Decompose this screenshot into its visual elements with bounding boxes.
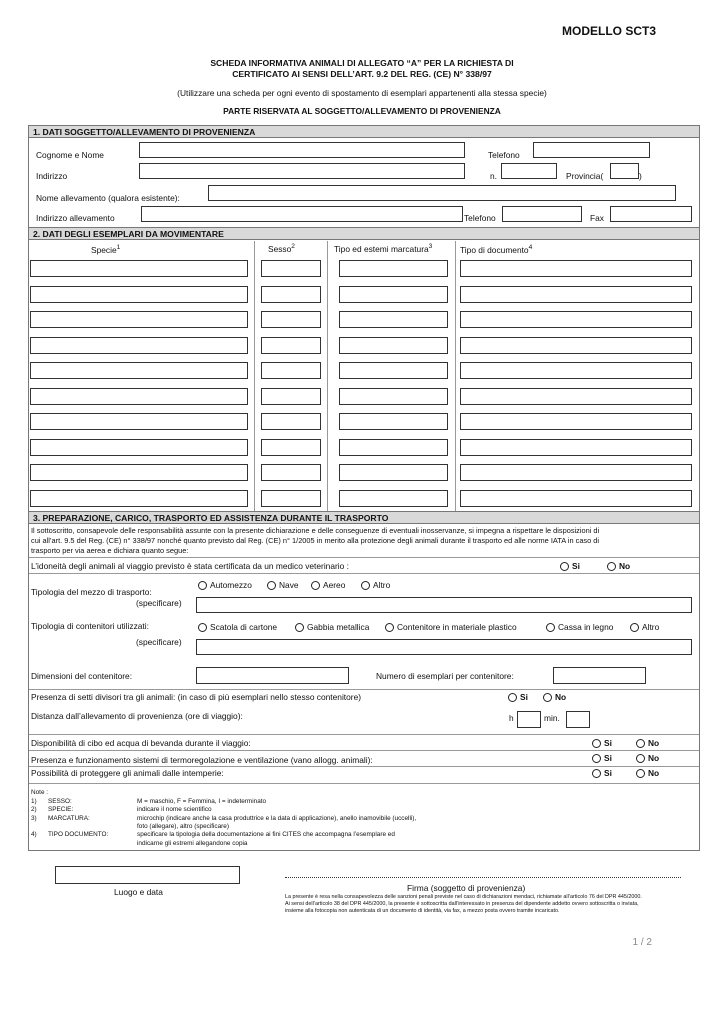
- radio-icon: [630, 623, 639, 632]
- row-6-sesso-field[interactable]: [261, 388, 321, 405]
- row-6-specie-field[interactable]: [30, 388, 248, 405]
- label-intemperie: Possibilità di proteggere gli animali dalle intemperie:: [31, 768, 224, 778]
- row-10-documento-field[interactable]: [460, 490, 692, 507]
- col-divider-1: [254, 241, 255, 511]
- label-telefono: Telefono: [488, 150, 520, 160]
- row-8-marcatura-field[interactable]: [339, 439, 448, 456]
- row-2-documento-field[interactable]: [460, 286, 692, 303]
- contenitori-option-label: Cassa in legno: [558, 622, 614, 632]
- row-9-sesso-field[interactable]: [261, 464, 321, 481]
- row-9-marcatura-field[interactable]: [339, 464, 448, 481]
- row-3-sesso-field[interactable]: [261, 311, 321, 328]
- radio-icon: [546, 623, 555, 632]
- row-8-documento-field[interactable]: [460, 439, 692, 456]
- telefono-allevamento-field[interactable]: [502, 206, 582, 222]
- radio-icon: [385, 623, 394, 632]
- label-distanza: Distanza dall’allevamento di provenienza (ore di viaggio):: [31, 711, 243, 721]
- row-3-documento-field[interactable]: [460, 311, 692, 328]
- idoneita-si[interactable]: Si: [560, 561, 580, 571]
- row-6-documento-field[interactable]: [460, 388, 692, 405]
- provincia-field[interactable]: [610, 163, 639, 179]
- divider: [29, 573, 699, 574]
- contenitori-option-3[interactable]: [385, 622, 517, 632]
- part-title: PARTE RISERVATA AL SOGGETTO/ALLEVAMENTO DI PROVENIENZA: [223, 106, 501, 116]
- minuti-field[interactable]: [566, 711, 590, 728]
- radio-icon: [592, 739, 601, 748]
- numero-esemplari-field[interactable]: [553, 667, 646, 684]
- label-tipologia-mezzo: Tipologia del mezzo di trasporto:: [31, 587, 152, 597]
- fax-field[interactable]: [610, 206, 692, 222]
- col-divider-3: [455, 241, 456, 511]
- row-1-documento-field[interactable]: [460, 260, 692, 277]
- cibo-si[interactable]: Si: [592, 738, 612, 748]
- divider: [29, 734, 699, 735]
- radio-icon: [543, 693, 552, 702]
- row-9-specie-field[interactable]: [30, 464, 248, 481]
- note-num: 3): [31, 814, 37, 822]
- radio-icon: [198, 623, 207, 632]
- model-code: MODELLO SCT3: [561, 24, 656, 38]
- label-provincia: Provincia(: [566, 171, 604, 181]
- contenitori-option-label: Altro: [642, 622, 660, 632]
- row-7-specie-field[interactable]: [30, 413, 248, 430]
- section1-title: 1. DATI SOGGETTO/ALLEVAMENTO DI PROVENIENZA: [29, 125, 699, 138]
- row-6-marcatura-field[interactable]: [339, 388, 448, 405]
- provincia-close: ): [639, 171, 642, 181]
- nome-allevamento-field[interactable]: [208, 185, 676, 201]
- note-num: 4): [31, 831, 37, 839]
- label-firma: Firma (soggetto di provenienza): [407, 883, 526, 893]
- note-text: microchip (indicare anche la casa produttrice e la data di applicazione), anello inamovibile (uccelli),: [137, 814, 417, 822]
- section3-title: 3. PREPARAZIONE, CARICO, TRASPORTO ED ASSISTENZA DURANTE IL TRASPORTO: [29, 511, 699, 524]
- row-4-marcatura-field[interactable]: [339, 337, 448, 354]
- divider: [29, 557, 699, 558]
- luogo-data-field[interactable]: [55, 866, 240, 884]
- col-sesso: Sesso$^2$: [268, 243, 295, 254]
- radio-icon: [636, 754, 645, 763]
- label-numero: n.: [490, 171, 497, 181]
- dimensioni-field[interactable]: [196, 667, 349, 684]
- contenitori-option-1[interactable]: [198, 622, 277, 632]
- row-9-documento-field[interactable]: [460, 464, 692, 481]
- intro-line1: Il sottoscritto, consapevole delle responsabilità assunte con la presente dichiarazione e delle conseguenze di eventuali inosservanze, si impegna a rispettare le disposizioni di: [31, 526, 600, 535]
- contenitori-option-2[interactable]: [295, 622, 369, 632]
- label-indirizzo-allevamento: Indirizzo allevamento: [36, 213, 115, 223]
- row-7-documento-field[interactable]: [460, 413, 692, 430]
- divider: [29, 783, 699, 784]
- mezzo-option-2[interactable]: [267, 580, 299, 590]
- radio-icon: [560, 562, 569, 571]
- mezzo-option-label: Aereo: [323, 580, 346, 590]
- mezzo-option-label: Automezzo: [210, 580, 252, 590]
- contenitori-option-5[interactable]: [630, 622, 659, 632]
- form-instruction: (Utilizzare una scheda per ogni evento di spostamento di esemplari appartenenti alla stessa specie): [177, 88, 547, 98]
- label-ore: h: [509, 713, 514, 723]
- mezzo-option-4[interactable]: [361, 580, 390, 590]
- signature-line[interactable]: [285, 877, 681, 878]
- setti-si[interactable]: Si: [508, 692, 528, 702]
- row-5-sesso-field[interactable]: [261, 362, 321, 379]
- row-2-specie-field[interactable]: [30, 286, 248, 303]
- row-3-marcatura-field[interactable]: [339, 311, 448, 328]
- col-marcatura: Tipo ed estemi marcatura$^3$: [334, 243, 433, 254]
- contenitori-option-label: Contenitore in materiale plastico: [397, 622, 517, 632]
- indirizzo-allevamento-field[interactable]: [141, 206, 463, 222]
- label-indirizzo: Indirizzo: [36, 171, 68, 181]
- label-fax: Fax: [590, 213, 604, 223]
- col-divider-2: [327, 241, 328, 511]
- cognome-nome-field[interactable]: [139, 142, 465, 158]
- intemperie-no[interactable]: No: [636, 768, 659, 778]
- radio-icon: [592, 769, 601, 778]
- idoneita-no[interactable]: No: [607, 561, 630, 571]
- label-specificare-contenitori: (specificare): [136, 637, 182, 647]
- row-2-marcatura-field[interactable]: [339, 286, 448, 303]
- label-cognome-nome: Cognome e Nome: [36, 150, 104, 160]
- contenitori-option-label: Scatola di cartone: [210, 622, 278, 632]
- row-2-sesso-field[interactable]: [261, 286, 321, 303]
- radio-icon: [607, 562, 616, 571]
- radio-icon: [295, 623, 304, 632]
- label-tipologia-contenitori: Tipologia di contenitori utilizzati:: [31, 621, 149, 631]
- divider: [29, 689, 699, 690]
- label-cibo: Disponibilità di cibo ed acqua di bevanda durante il viaggio:: [31, 738, 251, 748]
- form-title-line1: SCHEDA INFORMATIVA ANIMALI DI ALLEGATO “A” PER LA RICHIESTA DI: [210, 58, 514, 68]
- row-3-specie-field[interactable]: [30, 311, 248, 328]
- disclaimer-line1: La presente è resa nella consapevolezza delle sanzioni penali previste nel caso di dichiarazioni mendaci, richiamate all’articolo 76 del DPR 445/2000.: [285, 894, 642, 900]
- label-idoneita: L’idoneità degli animali al viaggio previsto è stata certificata da un medico veterinario :: [31, 561, 349, 571]
- label-luogo-data: Luogo e data: [114, 887, 163, 897]
- row-8-specie-field[interactable]: [30, 439, 248, 456]
- disclaimer-line3: insieme alla fotocopia non autenticata di un documento di identità, via fax, a mezzo posta ovvero tramite incaricato.: [285, 908, 560, 914]
- mezzo-option-3[interactable]: [311, 580, 345, 590]
- mezzo-option-label: Nave: [279, 580, 299, 590]
- mezzo-option-label: Altro: [373, 580, 391, 590]
- contenitori-option-4[interactable]: [546, 622, 613, 632]
- label-dimensioni: Dimensioni del contenitore:: [31, 671, 133, 681]
- note-text: foto (allegare), altro (specificare): [137, 822, 229, 830]
- label-specificare-mezzo: (specificare): [136, 598, 182, 608]
- row-7-sesso-field[interactable]: [261, 413, 321, 430]
- radio-icon: [361, 581, 370, 590]
- contenitori-option-label: Gabbia metallica: [307, 622, 370, 632]
- row-1-sesso-field[interactable]: [261, 260, 321, 277]
- intro-line2: cui all’art. 9.5 del Reg. (CE) n° 338/97 nonché quanto previsto dal Reg. (CE) n° 1/2005 in merito alla protezione degli animali durante il trasporto ed alle norme IATA in caso di: [31, 536, 600, 545]
- disclaimer-line2: Ai sensi dell’articolo 38 del DPR 445/2000, la presente è sottoscritta dall’interessato in presenza del dipendente addetto ovvero sottoscritta o inviata,: [285, 901, 639, 907]
- row-10-marcatura-field[interactable]: [339, 490, 448, 507]
- divider: [29, 766, 699, 767]
- form-title-line2: CERTIFICATO AI SENSI DELL’ART. 9.2 DEL REG. (CE) N° 338/97: [232, 69, 492, 79]
- label-setti: Presenza di setti divisori tra gli animali: (in caso di più esemplari nello stesso contenitore): [31, 692, 362, 702]
- row-4-specie-field[interactable]: [30, 337, 248, 354]
- row-10-sesso-field[interactable]: [261, 490, 321, 507]
- note-text: specificare la tipologia della documentazione ai fini CITES che accompagna l’esemplare ed: [137, 831, 395, 839]
- setti-no[interactable]: No: [543, 692, 566, 702]
- radio-icon: [267, 581, 276, 590]
- row-1-marcatura-field[interactable]: [339, 260, 448, 277]
- note-key: SESSO:: [48, 798, 72, 805]
- radio-icon: [508, 693, 517, 702]
- mezzo-option-1[interactable]: [198, 580, 252, 590]
- label-nome-allevamento: Nome allevamento (qualora esistente):: [36, 193, 180, 203]
- notes-title: Note :: [31, 789, 49, 796]
- radio-icon: [592, 754, 601, 763]
- row-7-marcatura-field[interactable]: [339, 413, 448, 430]
- numero-field[interactable]: [501, 163, 557, 179]
- contenitori-specificare-field[interactable]: [196, 639, 692, 655]
- label-minuti: min.: [544, 713, 560, 723]
- label-telefono-allevamento: Telefono: [464, 213, 496, 223]
- cibo-no[interactable]: No: [636, 738, 659, 748]
- col-specie: Specie$^1$: [91, 244, 121, 255]
- note-key: MARCATURA:: [48, 814, 90, 822]
- termo-no[interactable]: No: [636, 753, 659, 763]
- label-numero-esemplari: Numero di esemplari per contenitore:: [376, 671, 514, 681]
- note-key: SPECIE:: [48, 806, 74, 814]
- note-text: M = maschio, F = Femmina, I = indeterminato: [137, 798, 267, 805]
- row-5-marcatura-field[interactable]: [339, 362, 448, 379]
- divider: [29, 750, 699, 751]
- note-text: indicarne gli estremi allegandone copia: [137, 839, 248, 847]
- radio-icon: [311, 581, 320, 590]
- row-8-sesso-field[interactable]: [261, 439, 321, 456]
- radio-icon: [198, 581, 207, 590]
- intro-line3: trasporto per via aerea e dichiara quanto segue:: [31, 546, 189, 555]
- label-termo: Presenza e funzionamento sistemi di termoregolazione e ventilazione (vano allogg. animali):: [31, 755, 373, 765]
- row-5-documento-field[interactable]: [460, 362, 692, 379]
- note-text: indicare il nome scientifico: [137, 806, 212, 814]
- radio-icon: [636, 769, 645, 778]
- col-documento: Tipo di documento$^4$: [460, 244, 533, 255]
- ore-field[interactable]: [517, 711, 541, 728]
- page-number: 1 / 2: [632, 937, 652, 948]
- row-4-documento-field[interactable]: [460, 337, 692, 354]
- row-4-sesso-field[interactable]: [261, 337, 321, 354]
- row-1-specie-field[interactable]: [30, 260, 248, 277]
- section2-title: 2. DATI DEGLI ESEMPLARI DA MOVIMENTARE: [29, 227, 699, 240]
- termo-si[interactable]: Si: [592, 753, 612, 763]
- mezzo-specificare-field[interactable]: [196, 597, 692, 613]
- note-num: 2): [31, 806, 37, 814]
- row-5-specie-field[interactable]: [30, 362, 248, 379]
- telefono-field[interactable]: [533, 142, 650, 158]
- indirizzo-field[interactable]: [139, 163, 465, 179]
- note-num: 1): [31, 798, 37, 805]
- intemperie-si[interactable]: Si: [592, 768, 612, 778]
- radio-icon: [636, 739, 645, 748]
- note-key: TIPO DOCUMENTO:: [48, 831, 109, 839]
- row-10-specie-field[interactable]: [30, 490, 248, 507]
